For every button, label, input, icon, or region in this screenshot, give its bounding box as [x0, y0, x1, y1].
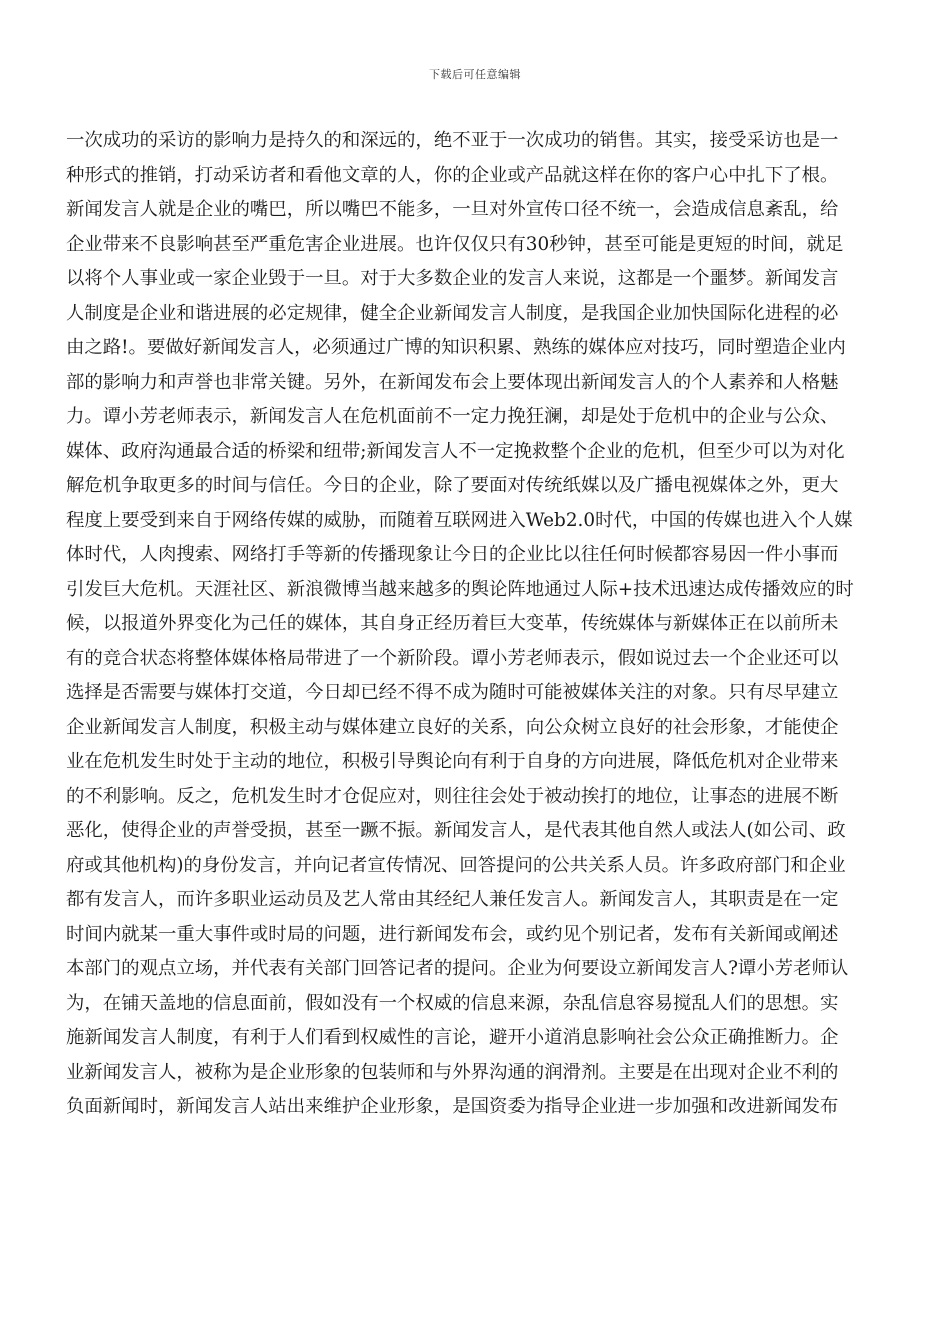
text-line: 体时代，人肉搜索、网络打手等新的传播现象让今日的企业比以往任何时候都容易因一件小事而: [66, 544, 839, 565]
text-line: 选择是否需要与媒体打交道，今日却已经不得不成为随时可能被媒体关注的对象。只有尽早建立: [66, 682, 839, 703]
text-line: 引发巨大危机。天涯社区、新浪微博当越来越多的舆论阵地通过人际+技术迅速达成传播效应的时: [66, 578, 854, 600]
text-line: 为，在铺天盖地的信息面前，假如没有一个权威的信息来源，杂乱信息容易搅乱人们的思想。实: [66, 992, 839, 1014]
text-line: 业新闻发言人，被称为是企业形象的包装师和与外界沟通的润滑剂。主要是在出现对企业不利的: [66, 1061, 839, 1083]
text-line: 企业带来不良影响甚至严重危害企业进展。也许仅仅只有30秒钟，甚至可能是更短的时间，就足: [66, 233, 844, 255]
text-line: 由之路!。要做好新闻发言人，必须通过广博的知识积累、熟练的媒体应对技巧，同时塑造企业内: [66, 337, 846, 358]
text-line: 人制度是企业和谐进展的必定规律，健全企业新闻发言人制度，是我国企业加快国际化进程的必: [66, 302, 839, 324]
text-line: 部的影响力和声誉也非常关键。另外，在新闻发布会上要体现出新闻发言人的个人素养和人格魅: [66, 371, 839, 393]
text-line: 媒体、政府沟通最合适的桥梁和纽带;新闻发言人不一定挽救整个企业的危机，但至少可以为对化: [66, 440, 845, 462]
text-line: 程度上要受到来自于网络传媒的威胁，而随着互联网进入Web2.0时代，中国的传媒也进入个人媒: [66, 509, 853, 531]
text-line: 时间内就某一重大事件或时局的问题，进行新闻发布会，或约见个别记者，发布有关新闻或阐述: [66, 923, 839, 945]
text-line: 的不利影响。反之，危机发生时才仓促应对，则往往会处于被动挨打的地位，让事态的进展不断: [66, 785, 839, 807]
text-line: 力。谭小芳老师表示，新闻发言人在危机面前不一定力挽狂澜，却是处于危机中的企业与公众、: [66, 406, 839, 427]
text-line: 施新闻发言人制度，有利于人们看到权威性的言论，避开小道消息影响社会公众正确推断力。企: [66, 1027, 839, 1048]
text-line: 有的竞合状态将整体媒体格局带进了一个新阶段。谭小芳老师表示，假如说过去一个企业还可以: [66, 647, 839, 669]
text-line: 一次成功的采访的影响力是持久的和深远的，绝不亚于一次成功的销售。其实，接受采访也是一: [66, 130, 839, 151]
text-line: 业在危机发生时处于主动的地位，积极引导舆论向有利于自身的方向进展，降低危机对企业带来: [66, 751, 839, 772]
text-line: 解危机争取更多的时间与信任。今日的企业，除了要面对传统纸媒以及广播电视媒体之外，更大: [66, 475, 839, 496]
text-line: 种形式的推销，打动采访者和看他文章的人，你的企业或产品就这样在你的客户心中扎下了根。: [66, 164, 839, 186]
text-line: 负面新闻时，新闻发言人站出来维护企业形象，是国资委为指导企业进一步加强和改进新闻发布: [66, 1096, 839, 1117]
text-line: 候，以报道外界变化为己任的媒体，其自身正经历着巨大变革，传统媒体与新媒体正在以前所未: [66, 613, 839, 634]
text-line: 恶化，使得企业的声誉受损，甚至一蹶不振。新闻发言人，是代表其他自然人或法人(如公司、政: [66, 820, 846, 841]
text-line: 都有发言人，而许多职业运动员及艺人常由其经纪人兼任发言人。新闻发言人，其职责是在一定: [66, 889, 839, 910]
text-line: 本部门的观点立场，并代表有关部门回答记者的提问。企业为何要设立新闻发言人?谭小芳老师认: [66, 958, 849, 979]
text-line: 府或其他机构)的身份发言，并向记者宣传情况、回答提问的公共关系人员。许多政府部门和企业: [66, 854, 846, 876]
page-header-note: 下载后可任意编辑: [429, 68, 521, 81]
text-line: 新闻发言人就是企业的嘴巴，所以嘴巴不能多，一旦对外宣传口径不统一，会造成信息紊乱，给: [66, 199, 839, 220]
document-body: [66, 124, 886, 1125]
text-line: 以将个人事业或一家企业毁于一旦。对于大多数企业的发言人来说，这都是一个噩梦。新闻发言: [66, 268, 839, 289]
text-line: 企业新闻发言人制度，积极主动与媒体建立良好的关系，向公众树立良好的社会形象，才能使企: [66, 716, 839, 738]
